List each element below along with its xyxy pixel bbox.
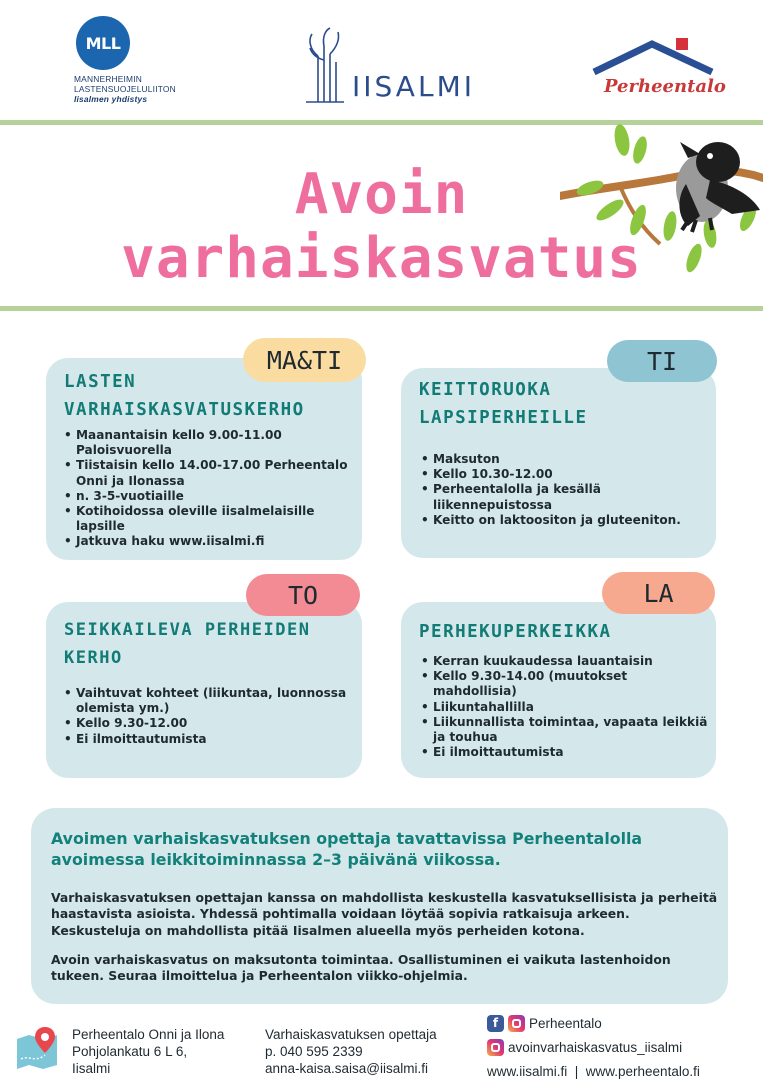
footer-contact: [265, 1026, 437, 1077]
mll-line1: MANNERHEIMIN: [74, 74, 143, 84]
mll-line3: Iisalmen yhdistys: [74, 94, 148, 104]
list-item: • Perheentalolla ja kesällä liikennepuistossa: [419, 482, 714, 512]
house-roof-icon: [590, 36, 720, 78]
map-pin-icon: [15, 1025, 59, 1069]
card-title: LAPSIPERHEILLE: [419, 408, 588, 428]
list-item: • Liikunnallista toimintaa, vapaata leikkiä ja touhua: [419, 715, 714, 745]
footer-line: Pohjolankatu 6 L 6,: [72, 1044, 188, 1059]
day-tag-ma-ti: MA&TI: [243, 338, 366, 382]
iisalmi-logo: [300, 26, 490, 106]
list-item: • Tiistaisin kello 14.00-17.00 Perheentalo Onni ja Ilonassa: [62, 458, 352, 488]
card-keittoruoka: [401, 368, 716, 558]
list-item: • Kello 9.30-14.00 (muutokset mahdollisia): [419, 669, 714, 699]
card-title: LASTEN: [64, 372, 137, 392]
card-lasten-kerho: [46, 358, 362, 560]
card-title: KERHO: [64, 648, 123, 668]
list-item: • n. 3-5-vuotiaille: [62, 489, 352, 504]
info-paragraph: Varhaiskasvatuksen opettajan kanssa on mahdollista keskustella kasvatuksellisista ja perheitä haastavista asioista. Yhdessä pohtimalla voidaan löytää sopivia ratkaisuja arkeen. Keskusteluja on mahdollista pitää Iisalmen alueella myös perheiden kotona.: [51, 890, 718, 938]
instagram-link[interactable]: avoinvarhaiskasvatus_iisalmi: [508, 1039, 683, 1055]
list-item: • Ei ilmoittautumista: [419, 745, 714, 760]
card-perhekuperkeikka: [401, 602, 716, 778]
list-item: • Vaihtuvat kohteet (liikuntaa, luonnossa olemista ym.): [62, 686, 352, 716]
list-item: • Kotihoidossa oleville iisalmelaisille lapsille: [62, 504, 352, 534]
page-title-line2: varhaiskasvatus: [121, 226, 642, 291]
card-seikkaileva-kerho: [46, 602, 362, 778]
footer-line: Varhaiskasvatuksen opettaja: [265, 1027, 437, 1042]
phone-link[interactable]: p. 040 595 2339: [265, 1044, 363, 1059]
list-item: • Maanantaisin kello 9.00-11.00 Paloisvuorella: [62, 428, 352, 458]
day-tag-ti: TI: [607, 340, 717, 382]
website-links[interactable]: www.iisalmi.fi | www.perheentalo.fi: [487, 1063, 700, 1079]
card-title: SEIKKAILEVA PERHEIDEN: [64, 620, 311, 640]
mll-badge: MLL: [76, 16, 130, 70]
list-item: • Jatkuva haku www.iisalmi.fi: [62, 534, 352, 549]
day-tag-la: LA: [602, 572, 715, 614]
mll-logo: [74, 16, 194, 104]
email-link[interactable]: anna-kaisa.saisa@iisalmi.fi: [265, 1061, 429, 1076]
mll-line2: LASTENSUOJELULIITON: [74, 84, 176, 94]
list-item: • Keitto on laktoositon ja gluteeniton.: [419, 513, 714, 528]
perheentalo-logo: [590, 36, 726, 106]
info-paragraph: Avoin varhaiskasvatus on maksutonta toimintaa. Osallistuminen ei vaikuta lastenhoidon tukeen. Seuraa ilmoittelua ja Perheentalon viikko-ohjelmia.: [51, 952, 671, 984]
list-item: • Liikuntahallilla: [419, 700, 714, 715]
tree-icon: [300, 26, 350, 104]
iisalmi-wordmark: IISALMI: [352, 70, 475, 103]
list-item: • Ei ilmoittautumista: [62, 732, 352, 747]
list-item: • Maksuton: [419, 452, 714, 467]
card-title: PERHEKUPERKEIKKA: [419, 622, 612, 642]
facebook-link[interactable]: Perheentalo: [529, 1015, 602, 1031]
info-heading: Avoimen varhaiskasvatuksen opettaja tavattavissa Perheentalolla avoimessa leikkitoiminnassa 2–3 päivänä viikossa.: [51, 829, 643, 869]
card-title: VARHAISKASVATUSKERHO: [64, 400, 305, 420]
card-title: KEITTORUOKA: [419, 380, 552, 400]
day-tag-to: TO: [246, 574, 360, 616]
divider-bottom: [0, 306, 763, 311]
footer-line: Iisalmi: [72, 1061, 111, 1076]
footer-social: [487, 1013, 700, 1080]
list-item: • Kello 9.30-12.00: [62, 716, 352, 731]
info-box: [31, 808, 728, 1004]
instagram-icon[interactable]: [487, 1039, 504, 1056]
page-title-line1: Avoin: [294, 162, 469, 227]
perheentalo-wordmark: Perheentalo: [604, 76, 726, 97]
instagram-icon[interactable]: [508, 1015, 525, 1032]
list-item: • Kerran kuukaudessa lauantaisin: [419, 654, 714, 669]
facebook-icon[interactable]: f: [487, 1015, 504, 1032]
footer-address: [72, 1026, 224, 1077]
footer-line: Perheentalo Onni ja Ilona: [72, 1027, 225, 1042]
list-item: • Kello 10.30-12.00: [419, 467, 714, 482]
